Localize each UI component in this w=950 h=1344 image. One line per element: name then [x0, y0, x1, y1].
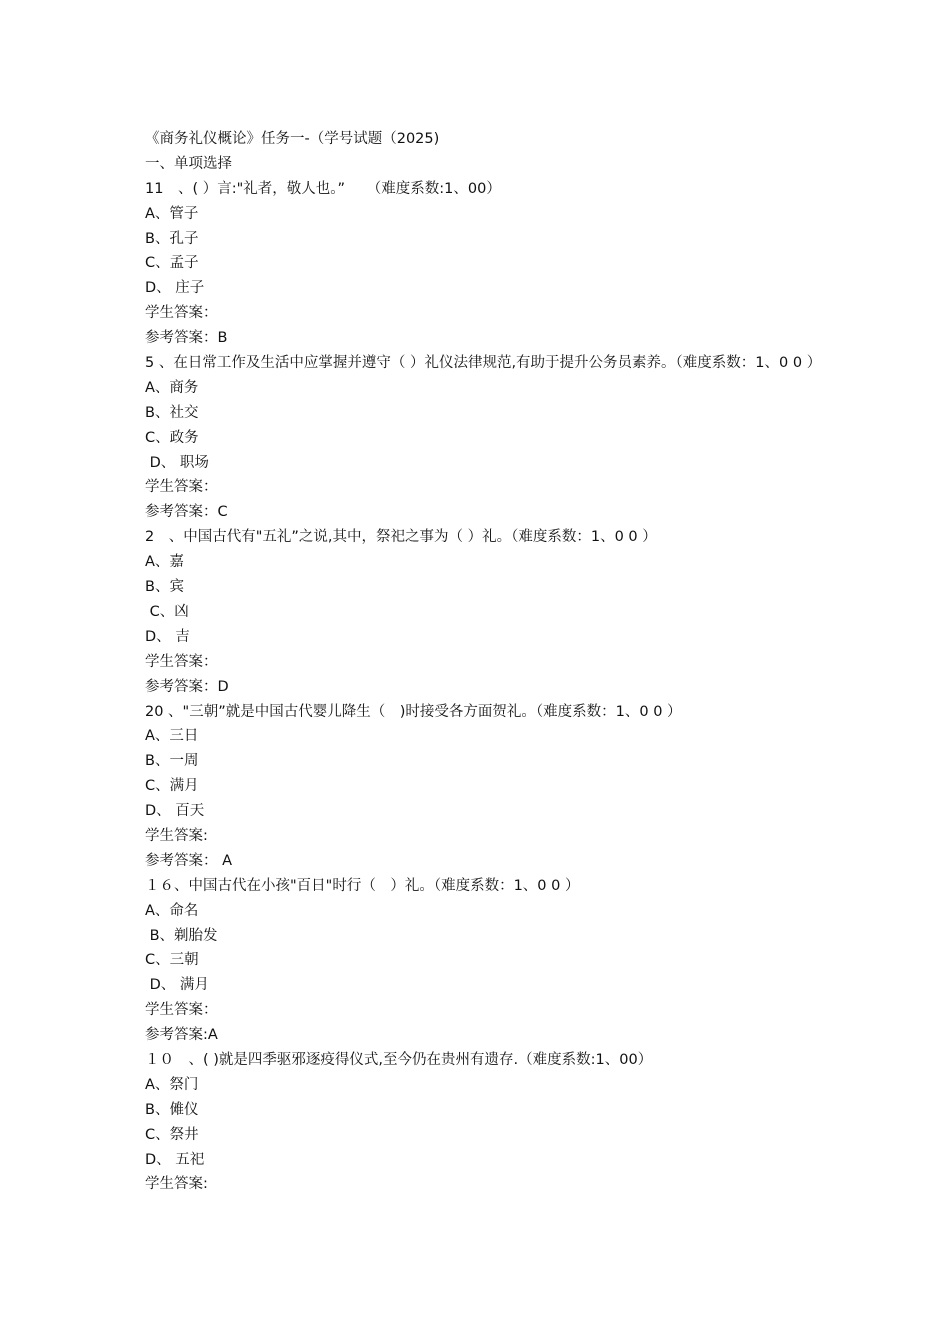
- option-a: A、三日: [145, 728, 199, 745]
- option-a: A、商务: [145, 379, 199, 396]
- option-d: D、 满月: [145, 977, 209, 994]
- question-block: [145, 525, 825, 699]
- option-b: B、宾: [145, 579, 184, 596]
- option-c: C、政务: [145, 429, 199, 446]
- option-a: A、命名: [145, 902, 199, 919]
- student-answer: 学生答案:: [145, 827, 208, 844]
- option-a: A、管子: [145, 205, 199, 222]
- question-block: [145, 1048, 825, 1197]
- question-stem: 20 、"三朝”就是中国古代婴儿降生（ )时接受各方面贺礼。（难度系数：1、0 0 ）: [145, 703, 682, 720]
- reference-answer: 参考答案：B: [145, 330, 228, 347]
- option-c: C、祭井: [145, 1126, 199, 1143]
- document-title: 《商务礼仪概论》任务一-（学号试题（2025): [145, 131, 440, 147]
- question-block: [145, 177, 825, 351]
- option-d: D、 职场: [145, 454, 209, 471]
- question-stem: １６、中国古代在小孩"百日"时行（ ）礼。（难度系数：1、0 0 ）: [145, 877, 580, 894]
- option-d: D、 吉: [145, 628, 190, 645]
- reference-answer: 参考答案：C: [145, 504, 228, 521]
- student-answer: 学生答案：: [145, 479, 218, 496]
- option-d: D、 庄子: [145, 280, 205, 297]
- option-d: D、 五祀: [145, 1151, 205, 1168]
- question-stem: 5 、在日常工作及生活中应掌握并遵守（ ）礼仪法律规范,有助于提升公务员素养。（难度系数：1、0 0 ）: [145, 355, 822, 372]
- question-block: [145, 351, 825, 525]
- section-heading: 一、单项选择: [145, 155, 232, 172]
- option-a: A、嘉: [145, 554, 184, 571]
- option-a: A、祭门: [145, 1076, 199, 1093]
- reference-answer: 参考答案：D: [145, 678, 229, 695]
- option-c: C、孟子: [145, 255, 199, 272]
- student-answer: 学生答案：: [145, 305, 218, 322]
- option-b: B、孔子: [145, 230, 199, 247]
- student-answer: 学生答案：: [145, 653, 218, 670]
- question-stem: 2 、中国古代有"五礼”之说,其中，祭祀之事为（ ）礼。（难度系数：1、0 0 ）: [145, 529, 657, 546]
- option-d: D、 百天: [145, 803, 205, 820]
- option-c: C、满月: [145, 778, 199, 795]
- option-c: C、凶: [145, 603, 189, 620]
- question-block: [145, 700, 825, 874]
- student-answer: 学生答案：: [145, 1002, 218, 1019]
- reference-answer: 参考答案:A: [145, 1027, 218, 1044]
- student-answer: 学生答案:: [145, 1176, 208, 1193]
- option-b: B、傩仪: [145, 1101, 199, 1118]
- option-b: B、一周: [145, 753, 199, 770]
- question-stem: 11 、( ）言:"礼者，敬人也。” （难度系数:1、00）: [145, 180, 501, 197]
- option-b: B、社交: [145, 404, 199, 421]
- document-page: [145, 127, 825, 1197]
- reference-answer: 参考答案： A: [145, 852, 233, 869]
- option-c: C、三朝: [145, 952, 199, 969]
- question-block: [145, 874, 825, 1048]
- question-stem: １０ 、( )就是四季驱邪逐疫得仪式,至今仍在贵州有遗存.（难度系数:1、00）: [145, 1051, 653, 1068]
- option-b: B、剃胎发: [145, 927, 218, 944]
